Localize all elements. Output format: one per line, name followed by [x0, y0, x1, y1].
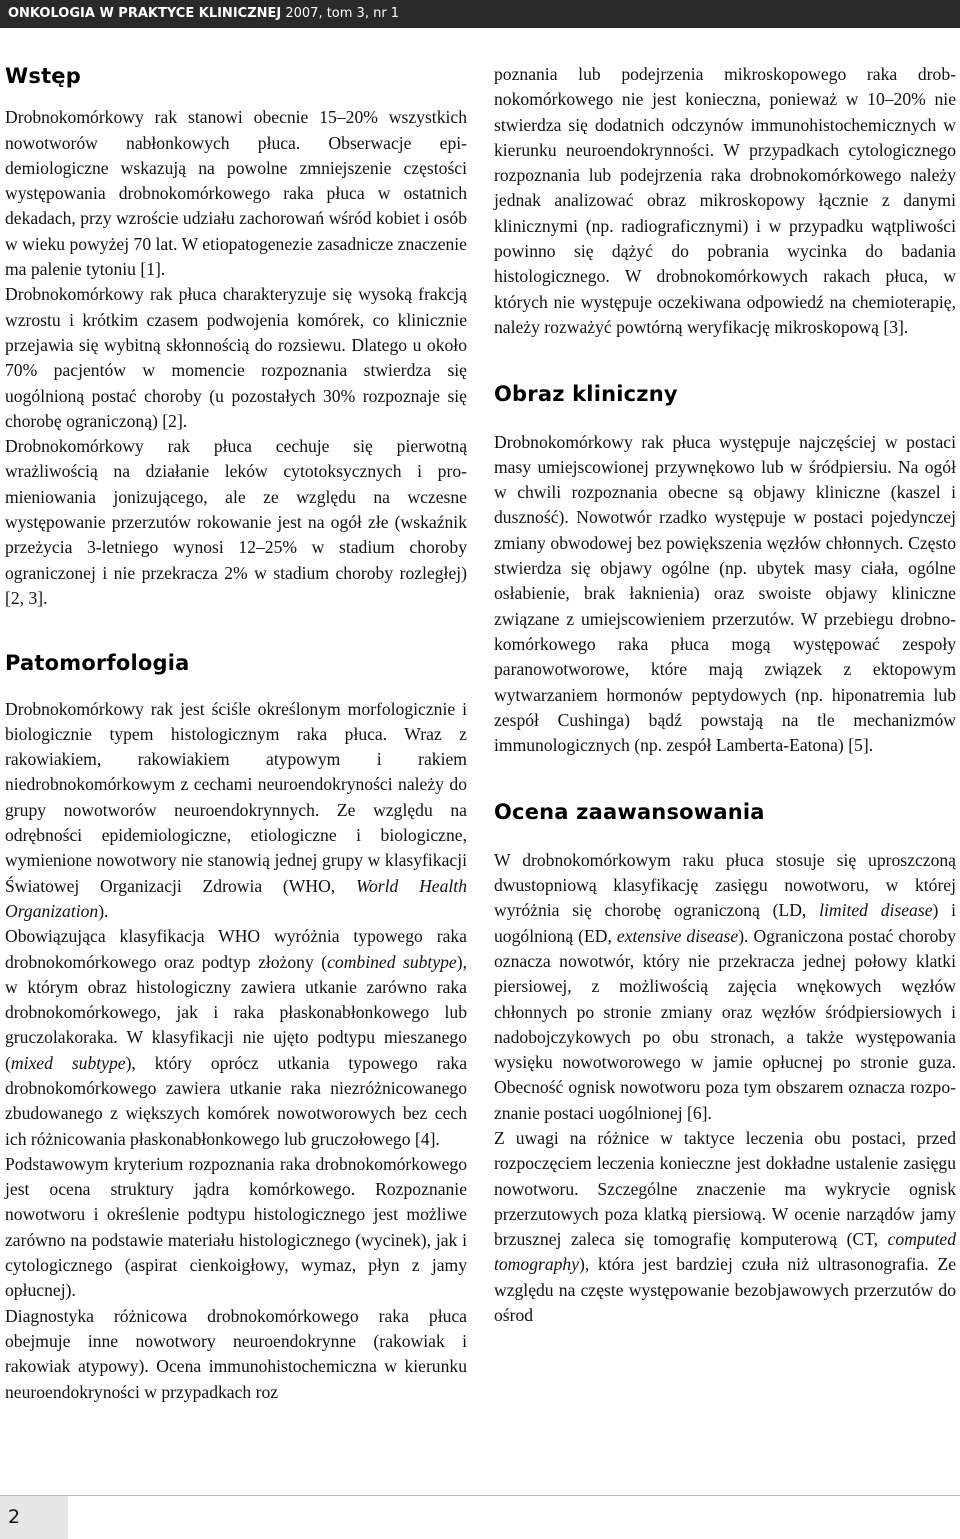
italic-term: extensive disease: [616, 925, 739, 946]
footer-divider: [0, 1495, 960, 1496]
journal-name: ONKOLOGIA W PRAKTYCE KLINICZNEJ: [8, 6, 282, 21]
paragraph: Diagnostyka różnicowa drobnokomórkowego raka płuca obejmuje inne nowotwory neuroendokrynne (rakowiak i rakowiak atypowy). Ocena immunohistochemiczna w kierunku neuroendokryności w przypadkach roz: [5, 1305, 467, 1402]
paragraph: Drobnokomórkowy rak stanowi obecnie 15–20% wszystkich nowotworów nabłonkowych płuca. Obserwacje epidemiologiczne wskazują na powolne zmniejszenie częstości występowania drobnokomórkowego raka płuca w ostatnich dekadach, przy wzroście udziału zachorowań wśród kobiet i osób w wieku powyżej 70 lat. W etiopatogenezie zasadnicze znaczenie ma palenie tytoniu [1].: [5, 107, 467, 280]
running-header: [0, 0, 960, 28]
section-title-wstep: Wstęp: [5, 64, 81, 88]
paragraph: Z uwagi na różnice w taktyce leczenia obu postaci, przed rozpoczęciem leczenia konieczne jest dokładne ustalenie zasięgu nowotworu. Szczególne znaczenie ma wykrycie ognisk przerzutowych poza klatką piersiową. W ocenie narządów jamy brzusznej zaleca się tomografię komputerową (CT, computed tomography), która jest bardziej czuła niż ultrasonografia. Ze względu na częste występowanie bezobjawowych przerzutów do ośrod: [494, 1127, 956, 1326]
italic-term: limited disease: [819, 900, 933, 921]
left-column: [5, 60, 467, 1405]
paragraph: Drobnokomórkowy rak jest ściśle określonym morfologicznie i biologicznie typem histologicznym raka płuca. Wraz z rakowiakiem, rakowiakiem atypowym i rakiem niedrobnokomórkowym z cechami neuroendokryności należy do grupy nowotworów neuroendokrynnych. Ze względu na odrębności epidemiologiczne, etiologiczne i biologiczne, wymienione nowotwory nie stanowią jednej grupy w klasyfikacji Światowej Organizacji Zdrowia (WHO, World Health Organization).: [5, 698, 467, 921]
journal-issue: 2007, tom 3, nr 1: [285, 6, 400, 21]
italic-term: combined subtype: [327, 951, 457, 972]
italic-term: computed tomography: [494, 1229, 956, 1275]
italic-term: World Health Organization: [5, 875, 467, 921]
right-column: [494, 62, 956, 1328]
paragraph: Drobnokomórkowy rak płuca występuje najczęściej w postaci masy umiejscowionej przywnękowo lub w śródpiersiu. Na ogół w chwili rozpoznania obecne są objawy kliniczne (kaszel i duszność). Nowotwór rzadko występuje w postaci pojedynczej zmiany obwodowej bez powiększenia węzłów chłonnych. Często stwierdza się objawy ogólne (np. ubytek masy ciała, ogólne osłabienie, brak łaknienia) oraz swoiste objawy kliniczne związane z umiejscowieniem przerzutów. W przebiegu drobnokomórkowego raka płuca mogą występować zespoły paranowotworowe, które mają związek z ektopowym wytwarzaniem hormonów peptydowych (np. hiponatremia lub zespół Cushinga) bądź powstają na tle mechanizmów immunologicznych (np. zespół Lamberta-Eatona) [5].: [494, 431, 956, 756]
page-number: 2: [0, 1496, 68, 1539]
section-title-ocena-zaawansowania: Ocena zaawansowania: [494, 800, 765, 825]
paragraph: Podstawowym kryterium rozpoznania raka drobnokomórkowego jest ocena struktury jądra komórkowego. Rozpoznanie nowotworu i określenie podtypu histologicznego jest możliwe zarówno na podstawie materiału histologicznego (wycinek), jak i cytologicznego (aspirat cienkoigłowy, wymaz, płyn z jamy opłucnej).: [5, 1153, 467, 1301]
paragraph: W drobnokomórkowym raku płuca stosuje się uproszczoną dwustopniową klasyfikację zasięgu nowotworu, w której wyróżnia się chorobę ograniczoną (LD, limited disease) i uogólnioną (ED, extensive disease). Ograniczona postać choroby oznacza nowotwór, który nie przekracza jednej połowy klatki piersiowej, z możliwością zajęcia wnękowych węzłów chłonnych po stronie zmiany oraz węzłów śródpiersiowych i nadobojczykowych po obu stronach, a także występowania wysięku nowotworowego w jamie opłucnej po stronie guza. Obecność ognisk nowotworu poza tym obszarem oznacza rozpoznanie postaci uogólnionej [6].: [494, 849, 956, 1123]
paragraph: poznania lub podejrzenia mikroskopowego raka drobnokomórkowego nie jest konieczna, ponieważ w 10–20% nie stwierdza się dodatnich odczynów immunohistochemicznych w kierunku neuroendokrynności. W przypadkach cytologicznego rozpoznania lub podejrzenia raka drobnokomórkowego należy jednak analizować obraz mikroskopowy łącznie z danymi klinicznymi (np. radiograficznymi) i w przypadku wątpliwości powinno się dążyć do pobrania wycinka do badania histologicznego. W drobnokomórkowych rakach płuca, w których nie występuje oczekiwana odpowiedź na chemioterapię, należy rozważyć powtórną weryfikację mikroskopową [3].: [494, 64, 956, 337]
paragraph: Obowiązująca klasyfikacja WHO wyróżnia typowego raka drobnokomórkowego oraz podtyp złożony (combined subtype), w którym obraz histologiczny zawiera utkanie zarówno raka drobnokomórkowego, jak i raka płaskonabłonkowego lub gruczolakoraka. W klasyfikacji nie ujęto podtypu mieszanego (mixed subtype), który oprócz utkania typowego raka drobnokomórkowego zawiera utkanie raka niezróżnicowanego zbudowanego z większych komórek nowotworowych bez cech ich różnicowania płaskonabłonkowego lub gruczołowego [4].: [5, 926, 467, 1149]
section-title-obraz-kliniczny: Obraz kliniczny: [494, 382, 678, 407]
paragraph: Drobnokomórkowy rak płuca cechuje się pierwotną wrażliwością na działanie leków cytotoksycznych i promieniowania jonizującego, ale ze względu na wczesne występowanie przerzutów rokowanie jest na ogół złe (wskaźnik przeżycia 3-letniego wynosi 12–25% w stadium choroby ograniczonej i nie przekracza 2% w stadium choroby rozległej) [2, 3].: [5, 436, 467, 608]
section-title-patomorfologia: Patomorfologia: [5, 651, 190, 676]
italic-term: mixed subtype: [10, 1052, 126, 1073]
paragraph: Drobnokomórkowy rak płuca charakteryzuje się wysoką frakcją wzrostu i krótkim czasem podwojenia komórek, co klinicznie przejawia się wybitną skłonnością do rozsiewu. Dlatego u około 70% pacjentów w momencie rozpoznania stwierdza się uogólnioną postać choroby (u pozostałych 30% rozpoznaje się chorobę ograniczoną) [2].: [5, 284, 467, 431]
